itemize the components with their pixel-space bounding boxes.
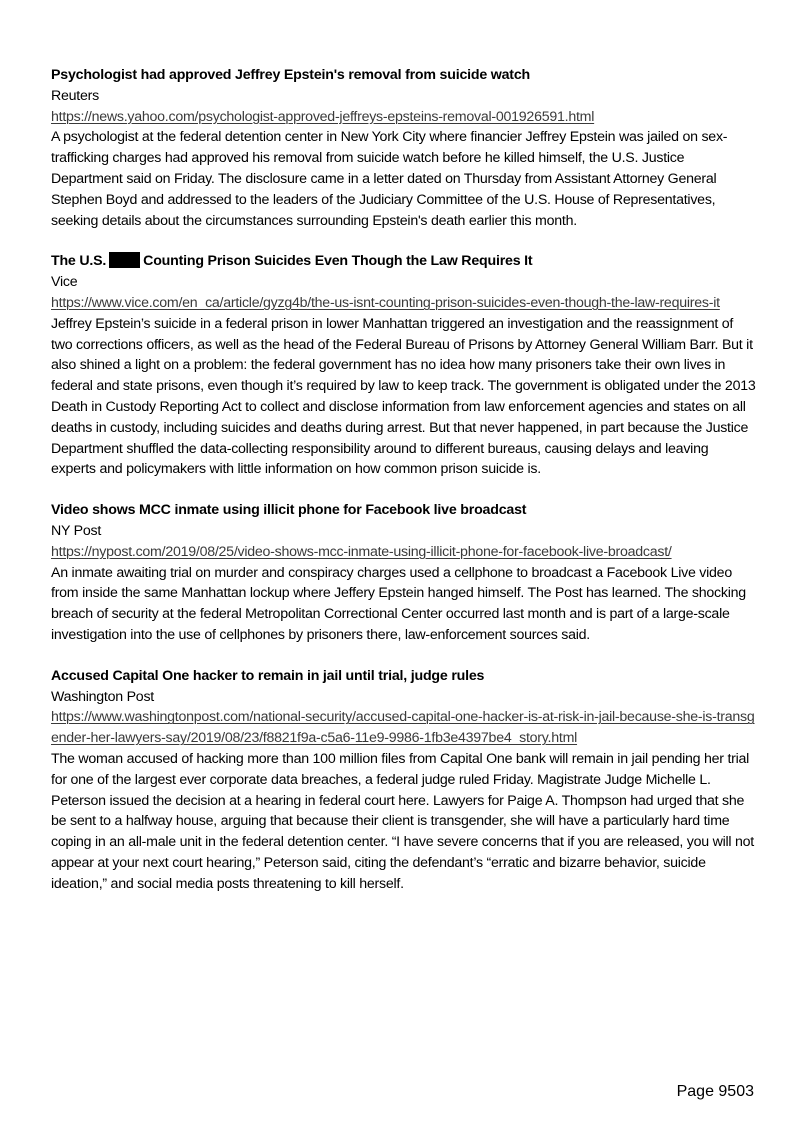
article-body: An inmate awaiting trial on murder and conspiracy charges used a cellphone to broadcast a Facebook Live video from inside the same Manhattan lockup where Jeffery Epstein hanged himself. The Post has learned. The shocking breach of security at the federal Metropolitan Correctional Center occurred last month and is part of a large-scale investigation into the use of cellphones by prisoners there, law-enforcement sources said. xyxy=(51,564,746,643)
article-link[interactable]: https://news.yahoo.com/psychologist-approved-jeffreys-epsteins-removal-001926591.html xyxy=(51,108,595,125)
article-title: Psychologist had approved Jeffrey Epstein's removal from suicide watch xyxy=(51,67,530,83)
article-title: Video shows MCC inmate using illicit phone for Facebook live broadcast xyxy=(51,502,527,519)
page-number: Page 9503 xyxy=(676,1083,754,1100)
document-body xyxy=(51,65,756,914)
article-link[interactable]: https://nypost.com/2019/08/25/video-shows-mcc-inmate-using-illicit-phone-for-facebook-live-broadcast/ xyxy=(51,543,672,560)
article-link[interactable]: https://www.washingtonpost.com/national-security/accused-capital-one-hacker-is-at-risk-in-jail-because-she-is-transgender-her-lawyers-say/2019/08/23/f8821f9a-c5a6-11e9-9986-1fb3e4397be4_story.html xyxy=(51,709,755,747)
article-title: Accused Capital One hacker to remain in jail until trial, judge rules xyxy=(51,667,485,684)
article-body: A psychologist at the federal detention center in New York City where financier Jeffrey Epstein was jailed on sex-trafficking charges had approved his removal from suicide watch before he killed himself, the U.S. Justice Department said on Friday. The disclosure came in a letter dated on Thursday from Assistant Attorney General Stephen Boyd and addressed to the leaders of the Judiciary Committee of the U.S. House of Representatives, seeking details about the circumstances surrounding Epstein's death earlier this month. xyxy=(51,129,728,229)
article-body: Jeffrey Epstein’s suicide in a federal prison in lower Manhattan triggered an investigation and the reassignment of two corrections officers, as well as the head of the Federal Bureau of Prisons by Attorney General William Barr. But it also shined a light on a problem: the federal government has no idea how many prisoners take their own lives in federal and state prisons, even though it’s required by law to keep track. The government is obligated under the 2013 Death in Custody Reporting Act to collect and disclose information from law enforcement agencies and states on all deaths in custody, including suicides and deaths during arrest. But that never happened, in part because the Justice Department shuffled the data-collecting responsibility around to different bureaus, causing delays and leaving experts and policymakers with little information on how common prison suicide is. xyxy=(51,315,756,478)
article xyxy=(51,65,756,231)
article-link[interactable]: https://www.vice.com/en_ca/article/gyzg4b/the-us-isnt-counting-prison-suicides-even-though-the-law-requires-it xyxy=(51,294,720,311)
article-title-part: Counting Prison Suicides Even Though the Law Requires It xyxy=(143,253,533,270)
article xyxy=(51,666,756,895)
article xyxy=(51,500,756,646)
article-title xyxy=(51,251,756,272)
article-title-part: The U.S. xyxy=(51,253,107,270)
article-body: The woman accused of hacking more than 100 million files from Capital One bank will remain in jail pending her trial for one of the largest ever corporate data breaches, a federal judge ruled Friday. Magistrate Judge Michelle L. Peterson issued the decision at a hearing in federal court here. Lawyers for Paige A. Thompson had urged that she be sent to a halfway house, arguing that because their client is transgender, she will have a particularly hard time coping in an all-male unit in the federal detention center. “I have severe concerns that if you are released, you will not appear at your next court hearing,” Peterson said, citing the defendant’s “erratic and bizarre behavior, suicide ideation,” and social media posts threatening to kill herself. xyxy=(51,750,754,892)
article-source: NY Post xyxy=(51,522,102,539)
article-source: Washington Post xyxy=(51,688,154,705)
redaction-box xyxy=(109,252,140,268)
article xyxy=(51,251,756,480)
article-source: Reuters xyxy=(51,87,99,104)
article-source: Vice xyxy=(51,274,78,291)
